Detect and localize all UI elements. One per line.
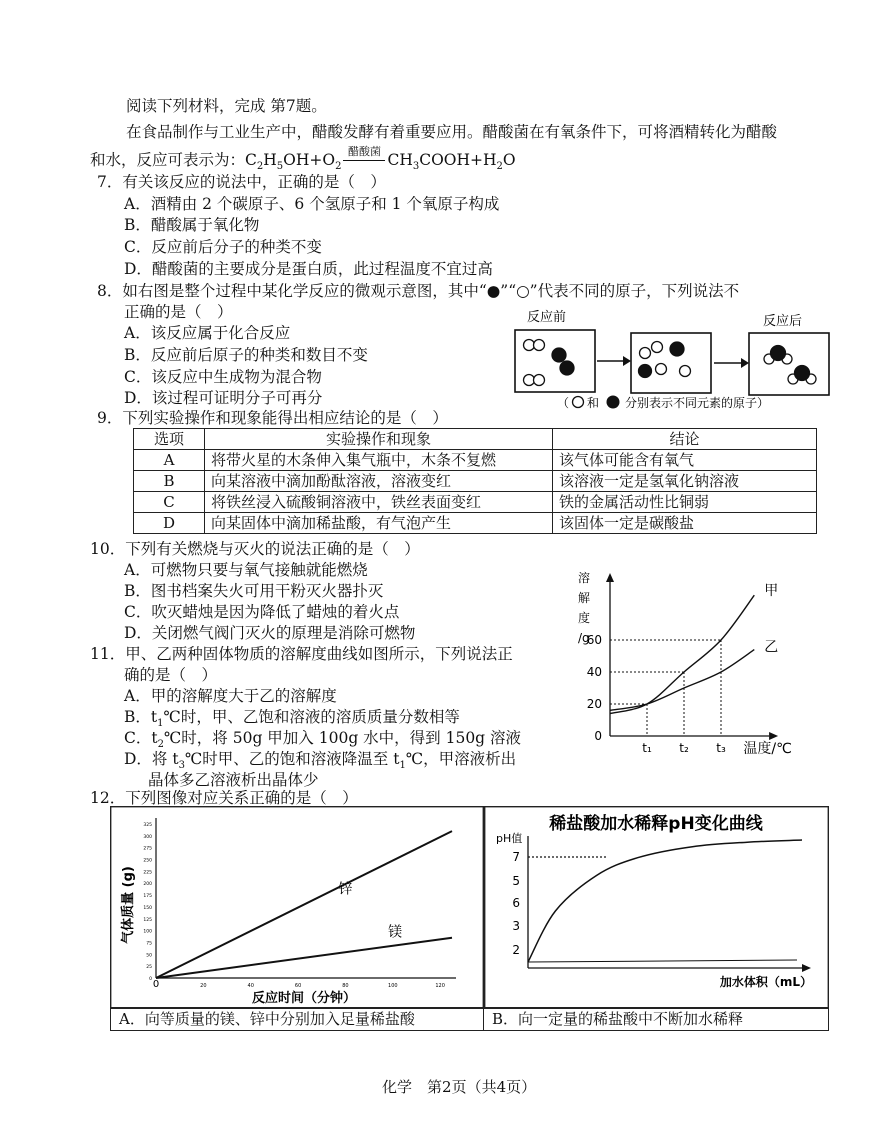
footer xyxy=(382,1077,536,1097)
y-tick-label: 40 xyxy=(586,665,602,679)
y-axis-label: 溶 xyxy=(578,571,591,585)
x-tick-label: 40 xyxy=(247,983,254,989)
row-conclusion: 铁的金属活动性比铜弱 xyxy=(553,492,817,513)
y-tick-label: 150 xyxy=(143,905,152,911)
y-tick-label: 50 xyxy=(146,953,152,959)
arrow-2-head xyxy=(741,358,749,368)
series-label: 乙 xyxy=(764,639,779,656)
equation-reactants: $C_2H_5OH+O_2$ xyxy=(245,151,342,173)
q7-option-c: C．反应前后分子的种类不变 xyxy=(124,238,322,256)
x-axis-arrow xyxy=(769,732,778,740)
before-label: 反应前 xyxy=(527,310,567,325)
y-tick-label: 225 xyxy=(143,870,152,876)
header-option: 选项 xyxy=(134,429,205,450)
y-axis-arrow xyxy=(606,573,614,582)
series-line-yi xyxy=(610,650,754,711)
row-conclusion: 该固体一定是碳酸盐 xyxy=(553,513,817,534)
row-operation: 将铁丝浸入硫酸铜溶液中，铁丝表面变红 xyxy=(205,492,553,513)
q7-option-d: D．醋酸菌的主要成分是蛋白质，此过程温度不宜过高 xyxy=(124,260,493,278)
equation-products: $CH_3COOH+H_2O$ xyxy=(387,151,516,173)
gas-mass-chart xyxy=(110,806,484,1009)
material-para1: 在食品制作与工业生产中，醋酸发酵有着重要应用。醋酸菌在有氧条件下，可将酒精转化为醋酸 xyxy=(126,123,778,141)
q12-stem: 12．下列图像对应关系正确的是（ ） xyxy=(90,789,358,807)
series-label: 镁 xyxy=(388,924,403,941)
y-tick-label: 20 xyxy=(586,697,602,711)
footer-subject: 化学 xyxy=(382,1078,413,1096)
row-operation: 将带火星的木条伸入集气瓶中，木条不复燃 xyxy=(205,450,553,471)
y-tick-label: 300 xyxy=(143,834,152,840)
table-header-row xyxy=(134,429,817,450)
y-axis-label: 度 xyxy=(578,611,591,625)
y-tick-label: 2 xyxy=(512,943,520,957)
x-axis-label: 温度/℃ xyxy=(743,741,792,757)
q11-option-b: B．$t_1℃$时，甲、乙饱和溶液的溶质质量分数相等 xyxy=(124,708,460,730)
row-option: A xyxy=(134,450,205,471)
row-option: D xyxy=(134,513,205,534)
y-tick-label: 125 xyxy=(143,917,152,923)
after-label: 反应后 xyxy=(763,314,803,329)
legend-black-atom-icon xyxy=(607,396,620,409)
q10-stem: 10．下列有关燃烧与灭火的说法正确的是（ ） xyxy=(90,540,420,558)
y-tick-label: 200 xyxy=(143,882,152,888)
y-tick-label: 6 xyxy=(512,896,520,910)
chart-title: 稀盐酸加水稀释pH变化曲线 xyxy=(549,814,763,834)
y-tick-label: 325 xyxy=(143,823,152,828)
row-option: C xyxy=(134,492,205,513)
series-line-zn xyxy=(156,831,452,978)
series-line-mg xyxy=(156,938,452,978)
q8-option-d: D．该过程可证明分子可再分 xyxy=(124,389,323,407)
y-tick-label: 25 xyxy=(146,965,152,971)
q11-option-d-line2: 晶体多乙溶液析出晶体少 xyxy=(148,771,319,789)
x-tick-label: t₁ xyxy=(642,741,652,755)
y-tick-label: 175 xyxy=(143,894,152,900)
x-tick-label: 0 xyxy=(152,979,160,990)
header-operation: 实验操作和现象 xyxy=(205,429,553,450)
legend-open: （ xyxy=(557,396,570,410)
table-row xyxy=(134,513,817,534)
catalyst-label: 醋酸菌 xyxy=(347,145,381,158)
x-axis-arrow xyxy=(802,964,811,972)
equation-prefix: 和水，反应可表示为： xyxy=(90,151,246,169)
q11-stem-line1: 11．甲、乙两种固体物质的溶解度曲线如图所示，下列说法正 xyxy=(90,645,513,663)
y-tick-label: 5 xyxy=(512,874,520,888)
row-option: B xyxy=(134,471,205,492)
y-tick-label: 250 xyxy=(143,858,152,864)
q10-option-b: B．图书档案失火可用干粉灭火器扑灭 xyxy=(124,582,384,600)
y-tick-label: 275 xyxy=(143,846,152,852)
table-row xyxy=(134,450,817,471)
q7-stem: 7．有关该反应的说法中，正确的是（ ） xyxy=(97,173,386,191)
q10-option-a: A．可燃物只要与氧气接触就能燃烧 xyxy=(124,561,368,579)
y-tick-label: 3 xyxy=(512,919,520,933)
q9-stem: 9．下列实验操作和现象能得出相应结论的是（ ） xyxy=(97,409,448,427)
row-conclusion: 该气体可能含有氧气 xyxy=(553,450,817,471)
q9-table xyxy=(133,428,817,534)
x-tick-label: 100 xyxy=(388,983,398,989)
reaction-micro-diagram xyxy=(505,305,845,413)
solubility-chart xyxy=(570,568,815,763)
baseline-line xyxy=(528,960,797,962)
q11-option-a: A．甲的溶解度大于乙的溶解度 xyxy=(124,687,337,705)
q8-stem-line2: 正确的是（ ） xyxy=(124,303,233,321)
y-tick-label: 60 xyxy=(586,633,602,647)
q8-option-b: B．反应前后原子的种类和数目不变 xyxy=(124,346,368,364)
material-intro: 阅读下列材料，完成 第7题。 xyxy=(126,97,327,115)
legend-and: 和 xyxy=(587,396,600,410)
y-tick-label: 0 xyxy=(594,729,602,743)
table-row xyxy=(134,471,817,492)
legend-text: 分别表示不同元素的原子） xyxy=(625,396,770,410)
series-label: 甲 xyxy=(764,583,779,600)
series-label: 锌 xyxy=(338,881,353,898)
series-line-jia xyxy=(610,595,754,713)
x-tick-label: 60 xyxy=(294,983,302,989)
x-axis-label: 反应时间（分钟） xyxy=(251,991,357,1006)
y-tick-label: 100 xyxy=(143,929,152,935)
legend-white-atom-icon xyxy=(573,397,584,408)
y-axis-label: pH值 xyxy=(496,832,523,845)
ph-chart xyxy=(484,806,829,1009)
q11-option-c: C．$t_2℃$时，将 50g 甲加入 100g 水中，得到 150g 溶液 xyxy=(124,729,522,751)
footer-page: 第2页（共4页） xyxy=(427,1078,537,1096)
q12-caption-a: A．向等质量的镁、锌中分别加入足量稀盐酸 xyxy=(110,1007,484,1031)
x-axis-label: 加水体积（mL） xyxy=(719,975,813,989)
header-conclusion: 结论 xyxy=(553,429,817,450)
y-axis-label: 气体质量 (g) xyxy=(121,866,136,944)
y-tick-label: 7 xyxy=(512,850,520,864)
x-tick-label: 120 xyxy=(435,983,445,989)
q12-caption-b: B．向一定量的稀盐酸中不断加水稀释 xyxy=(483,1007,829,1031)
arrow-1-head xyxy=(623,356,631,366)
y-axis-label: /g xyxy=(578,631,590,645)
q8-stem-line1: 8．如右图是整个过程中某化学反应的微观示意图，其中“●”“○”代表不同的原子，下列说法不 xyxy=(97,282,740,300)
x-tick-label: t₂ xyxy=(679,741,689,755)
q10-option-d: D．关闭燃气阀门灭火的原理是消除可燃物 xyxy=(124,624,416,642)
q8-option-c: C．该反应中生成物为混合物 xyxy=(124,368,322,386)
x-tick-label: 20 xyxy=(200,983,207,989)
row-operation: 向某固体中滴加稀盐酸，有气泡产生 xyxy=(205,513,553,534)
row-operation: 向某溶液中滴加酚酞溶液，溶液变红 xyxy=(205,471,553,492)
x-tick-label: t₃ xyxy=(716,741,726,755)
middle-box xyxy=(631,333,711,393)
q7-option-b: B．醋酸属于氧化物 xyxy=(124,216,260,234)
y-axis-label: 解 xyxy=(578,591,591,605)
y-tick-label: 75 xyxy=(146,941,152,947)
q8-option-a: A．该反应属于化合反应 xyxy=(124,324,291,342)
q11-stem-line2: 确的是（ ） xyxy=(124,666,218,684)
q7-option-a: A．酒精由 2 个碳原子、6 个氢原子和 1 个氧原子构成 xyxy=(124,195,500,213)
x-tick-label: 80 xyxy=(342,983,349,989)
q10-option-c: C．吹灭蜡烛是因为降低了蜡烛的着火点 xyxy=(124,603,400,621)
y-tick-label: 0 xyxy=(149,977,152,982)
q11-option-d: D．将 $t_3℃$时甲、乙的饱和溶液降温至 $t_1℃$，甲溶液析出 xyxy=(124,750,517,772)
row-conclusion: 该溶液一定是氢氧化钠溶液 xyxy=(553,471,817,492)
table-row xyxy=(134,492,817,513)
ph-curve xyxy=(528,840,802,962)
